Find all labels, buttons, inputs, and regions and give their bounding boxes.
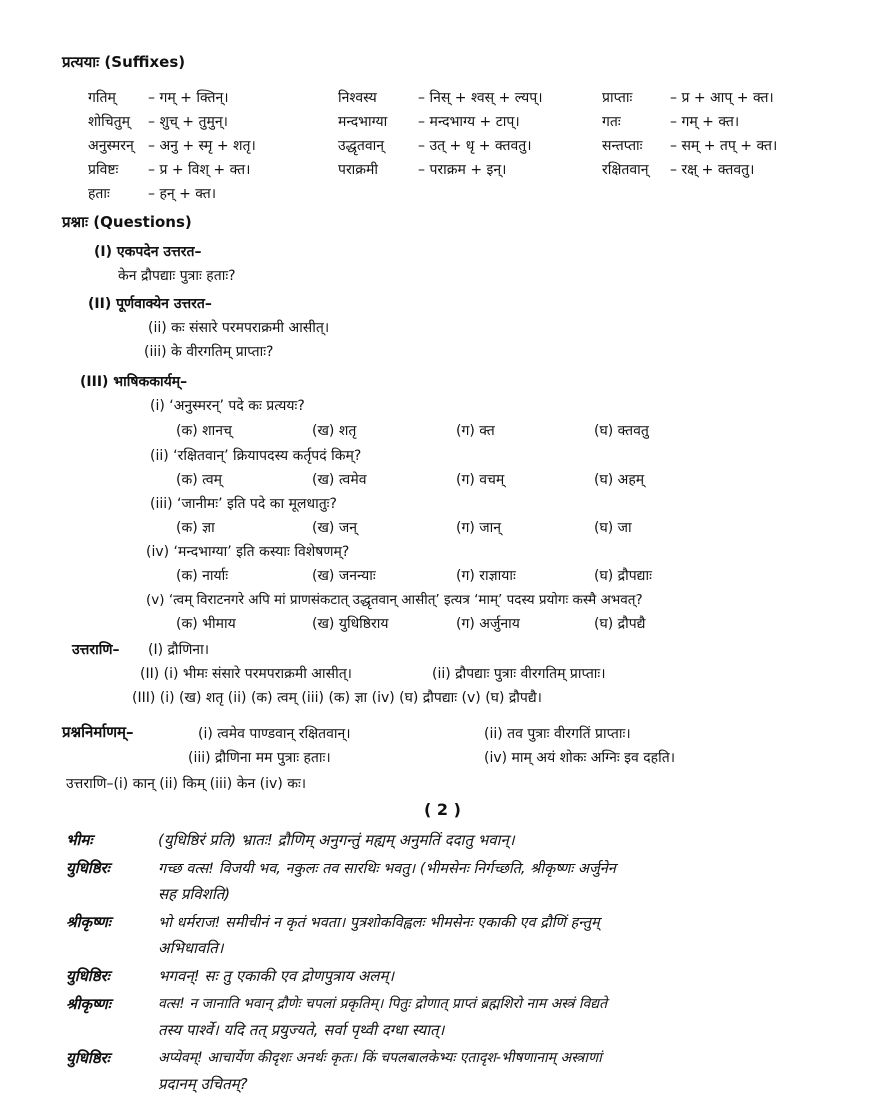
mcq-question: (ii) ‘रक्षितवान्’ क्रियापदस्य कर्तृपदं किम्?: [150, 448, 362, 464]
suffix-row: [88, 160, 868, 182]
dialogue-line: भगवन्! सः तु एकाकी एव द्रोणपुत्राय अलम्।: [158, 967, 395, 985]
question-one-label: (I) एकपदेन उत्तरत–: [94, 244, 202, 260]
suffix-row: [88, 184, 868, 206]
mcq-option: (क) भीमाय: [176, 616, 236, 632]
speaker-name: युधिष्ठिरः: [66, 967, 110, 985]
question-formation-answers: उत्तराणि–(i) कान् (ii) किम् (iii) केन (iv) कः।: [66, 776, 307, 792]
suffixes-heading: प्रत्ययाः (Suffixes): [62, 53, 186, 71]
answer-line: (II) (i) भीमः संसारे परमपराक्रमी आसीत्।: [140, 666, 352, 682]
mcq-question: (iii) ‘जानीमः’ इति पदे का मूलधातुः?: [150, 496, 337, 512]
suffix-derivation: – प्र + आप् + क्त।: [670, 90, 774, 106]
question-item: (iii) के वीरगतिम् प्राप्ताः?: [144, 344, 274, 360]
question-item: केन द्रौपद्याः पुत्राः हताः?: [118, 268, 236, 284]
dialogue-line: गच्छ वत्स! विजयी भव, नकुलः तव सारथिः भवतु। (भीमसेनः निर्गच्छति, श्रीकृष्णः अर्जुनेन: [158, 861, 616, 877]
question-two-label: (II) पूर्णवाक्येन उत्तरत–: [88, 296, 212, 312]
mcq-option: (घ) द्रौपद्यै: [594, 616, 646, 632]
mcq-option: (ग) अर्जुनाय: [456, 616, 520, 632]
suffix-word: मन्दभाग्या: [338, 114, 388, 130]
mcq-option: (घ) क्तवतु: [594, 423, 649, 439]
suffix-word: हताः: [88, 186, 110, 202]
suffix-word: रक्षितवान्: [602, 162, 649, 178]
suffix-row: [88, 112, 868, 134]
question-formation-item: (i) त्वमेव पाण्डवान् रक्षितवान्।: [198, 726, 351, 742]
suffix-word: गतः: [602, 114, 621, 130]
suffix-derivation: – गम् + क्तिन्।: [148, 90, 229, 106]
dialogue-line: अभिधावति।: [158, 939, 224, 957]
suffix-word: उद्धृतवान्: [338, 138, 385, 154]
mcq-question: (iv) ‘मन्दभाग्या’ इति कस्याः विशेषणम्?: [146, 544, 350, 560]
dialogue-line: भो धर्मराज! समीचीनं न कृतं भवता। पुत्रशोकविह्वलः भीमसेनः एकाकी एव द्रौणिं हन्तुम्: [158, 915, 600, 931]
mcq-option: (क) ज्ञा: [176, 520, 215, 536]
suffix-word: प्राप्ताः: [602, 90, 633, 106]
mcq-option: (ख) जनन्याः: [312, 568, 376, 584]
suffix-word: अनुस्मरन्: [88, 138, 134, 154]
mcq-option: (क) त्वम्: [176, 472, 222, 488]
mcq-option: (ख) शतृ: [312, 423, 357, 439]
speaker-name: भीमः: [66, 831, 93, 849]
dialogue-line: (युधिष्ठिरं प्रति) भ्रातः! द्रौणिम् अनुगन्तुं मह्यम् अनुमतिं ददातु भवान्।: [158, 831, 515, 849]
mcq-question: (v) ‘त्वम् विराटनगरे अपि मां प्राणसंकटात् उद्धृतवान् आसीत्’ इत्यत्र ‘माम्’ पदस्य प्रयोगः कस्मै अभवत्?: [146, 592, 643, 608]
suffix-derivation: – पराक्रम + इन्।: [418, 162, 507, 178]
suffix-word: सन्तप्ताः: [602, 138, 643, 154]
dialogue-line: अप्येवम्! आचार्येण कीदृशः अनर्थः कृतः। किं चपलबालकेभ्यः एतादृश-भीषणानाम् अस्त्राणां: [158, 1050, 602, 1066]
speaker-name: श्रीकृष्णः: [66, 913, 111, 931]
mcq-option: (ग) राज्ञायाः: [456, 568, 516, 584]
suffix-derivation: – प्र + विश् + क्त।: [148, 162, 251, 178]
speaker-name: युधिष्ठिरः: [66, 1049, 110, 1067]
mcq-option: (घ) अहम्: [594, 472, 645, 488]
answer-line: (I) द्रौणिना।: [148, 642, 210, 658]
mcq-option: (क) शानच्: [176, 423, 232, 439]
suffix-word: प्रविष्टः: [88, 162, 119, 178]
mcq-option: (ग) क्त: [456, 423, 495, 439]
suffix-derivation: – सम् + तप् + क्त।: [670, 138, 778, 154]
mcq-question: (i) ‘अनुस्मरन्’ पदे कः प्रत्ययः?: [150, 398, 305, 414]
suffix-derivation: – हन् + क्त।: [148, 186, 217, 202]
suffix-word: शोचितुम्: [88, 114, 131, 130]
suffix-derivation: – रक्ष् + क्तवतु।: [670, 162, 755, 178]
suffix-derivation: – मन्दभाग्य + टाप्।: [418, 114, 520, 130]
mcq-option: (घ) जा: [594, 520, 632, 536]
question-formation-label: प्रश्ननिर्माणम्–: [62, 723, 134, 741]
suffix-derivation: – अनु + स्मृ + शतृ।: [148, 138, 256, 154]
speaker-name: श्रीकृष्णः: [66, 995, 111, 1013]
question-formation-item: (ii) तव पुत्राः वीरगतिं प्राप्ताः।: [484, 726, 631, 742]
suffix-derivation: – शुच् + तुमुन्।: [148, 114, 228, 130]
mcq-option: (ख) जन्: [312, 520, 357, 536]
answers-label: उत्तराणि–: [72, 642, 120, 658]
mcq-option: (ग) वचम्: [456, 472, 505, 488]
suffix-word: पराक्रमी: [338, 162, 379, 178]
question-item: (ii) कः संसारे परमपराक्रमी आसीत्।: [148, 320, 330, 336]
dialogue-line: सह प्रविशति): [158, 885, 231, 903]
speaker-name: युधिष्ठिरः: [66, 859, 110, 877]
section-number: ( 2 ): [424, 800, 461, 819]
mcq-option: (ख) त्वमेव: [312, 472, 367, 488]
suffix-derivation: – उत् + धृ + क्तवतु।: [418, 138, 532, 154]
answer-line: (III) (i) (ख) शतृ (ii) (क) त्वम् (iii) (क) ज्ञा (iv) (घ) द्रौपद्याः (v) (घ) द्रौपद्यै।: [132, 690, 542, 706]
suffix-word: गतिम्: [88, 90, 116, 106]
question-formation-item: (iv) माम् अयं शोकः अग्निः इव दहति।: [484, 750, 676, 766]
question-three-label: (III) भाषिककार्यम्–: [80, 374, 188, 390]
mcq-option: (क) नार्याः: [176, 568, 229, 584]
mcq-option: (ख) युधिष्ठिराय: [312, 616, 389, 632]
dialogue-line: वत्स! न जानाति भवान् द्रौणेः चपलां प्रकृतिम्। पितुः द्रोणात् प्राप्तं ब्रह्मशिरो नाम अस्त्रं विद्यते: [158, 996, 608, 1012]
suffix-derivation: – निस् + श्वस् + ल्यप्।: [418, 90, 543, 106]
suffix-row: [88, 88, 868, 110]
suffix-word: निश्वस्य: [338, 90, 377, 106]
dialogue-line: तस्य पार्श्वे। यदि तत् प्रयुज्यते, सर्वा पृथ्वी दग्धा स्यात्।: [158, 1021, 445, 1039]
answer-line: (ii) द्रौपद्याः पुत्राः वीरगतिम् प्राप्ताः।: [432, 666, 606, 682]
mcq-option: (ग) जान्: [456, 520, 502, 536]
mcq-option: (घ) द्रौपद्याः: [594, 568, 652, 584]
questions-heading: प्रश्नाः (Questions): [62, 213, 192, 231]
dialogue-line: प्रदानम् उचितम्?: [158, 1075, 248, 1093]
question-formation-item: (iii) द्रौणिना मम पुत्राः हताः।: [188, 750, 331, 766]
suffix-derivation: – गम् + क्त।: [670, 114, 740, 130]
suffix-row: [88, 136, 868, 158]
